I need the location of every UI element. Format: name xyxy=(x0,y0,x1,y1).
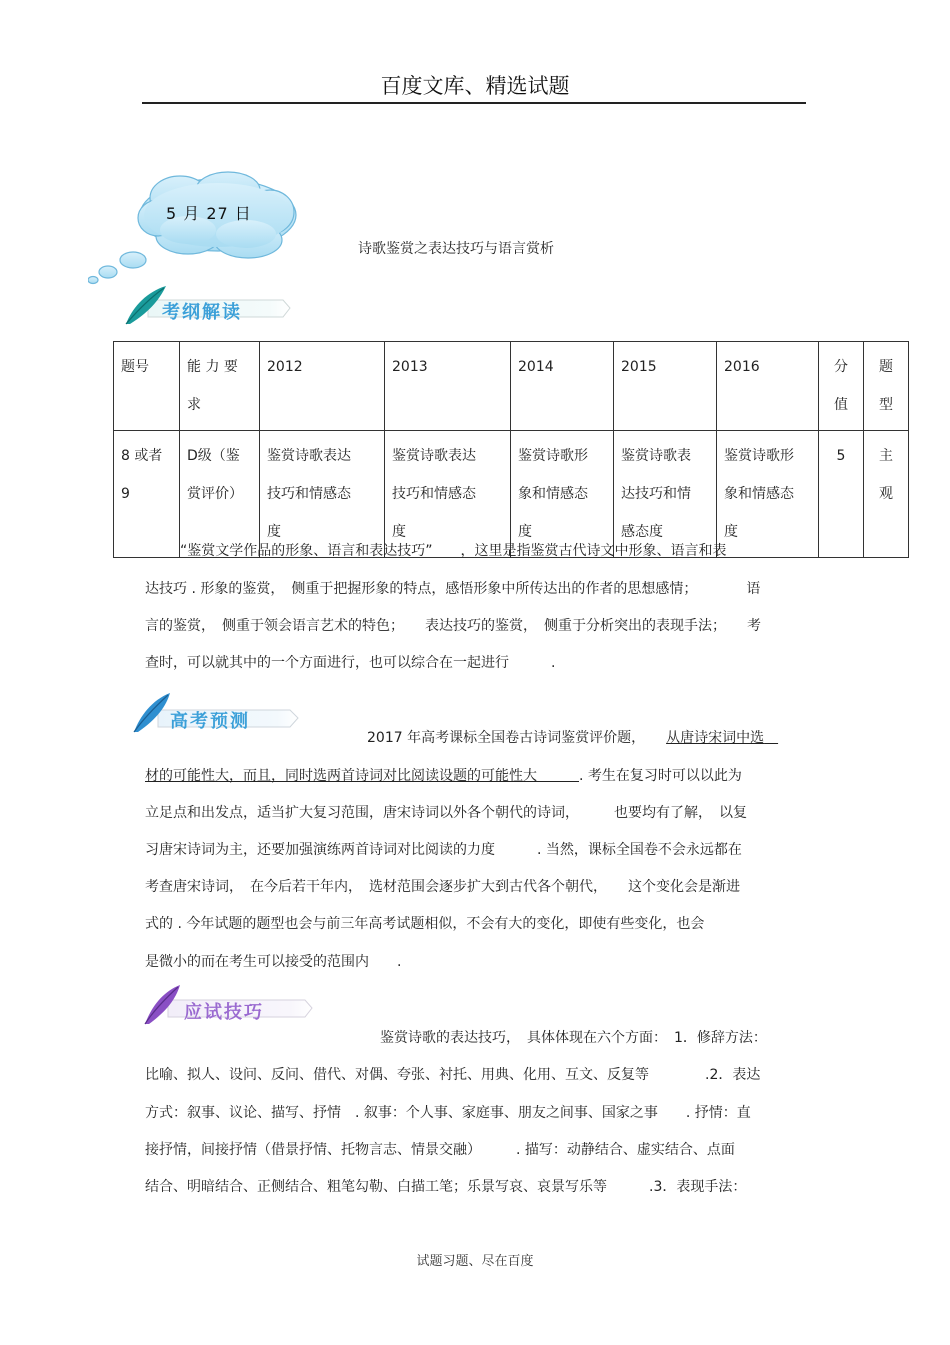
cell-line: 技巧和情感态 xyxy=(267,486,351,502)
cell-line: 鉴赏诗歌表达 xyxy=(392,448,476,464)
exam-outline-label: 考纲解读 xyxy=(162,302,242,323)
table-cell xyxy=(114,431,180,558)
cell-line: 分 xyxy=(834,359,848,375)
prediction-underlined-text: 材的可能性大，而且，同时选两首诗词对比阅读设题的可能性大 xyxy=(145,768,579,784)
prediction-paragraph-line xyxy=(367,727,778,747)
outline-paragraph-line: 言的鉴赏， 侧重于领会语言艺术的特色； 表达技巧的鉴赏， 侧重于分析突出的表现手法； 考 xyxy=(145,618,761,634)
table-row xyxy=(114,431,909,558)
cell-line: 鉴赏诗歌形 xyxy=(724,448,794,464)
cell-line: 度 xyxy=(267,524,281,540)
table-cell xyxy=(260,431,385,558)
cell-line: 题 xyxy=(879,359,893,375)
cell-line: 技巧和情感态 xyxy=(392,486,476,502)
cell-line: 8 或者 xyxy=(121,448,163,464)
header-cell xyxy=(864,342,909,431)
prediction-label: 高考预测 xyxy=(170,711,250,732)
table-cell xyxy=(614,431,717,558)
page-header-title: 百度文库、精选试题 xyxy=(380,74,570,98)
cell-line: 象和情感态 xyxy=(724,486,794,502)
prediction-text: . 考生在复习时可以以此为 xyxy=(579,768,742,784)
table-cell xyxy=(180,431,260,558)
cell-line: 主 xyxy=(879,448,893,464)
table-cell xyxy=(511,431,614,558)
cloud-icon xyxy=(88,170,303,290)
cell-line: 观 xyxy=(879,486,893,502)
skills-banner xyxy=(140,984,315,1028)
prediction-paragraph-line xyxy=(145,765,742,785)
cell-line: 达技巧和情 xyxy=(621,486,691,502)
cell-line: 鉴赏诗歌形 xyxy=(518,448,588,464)
header-cell xyxy=(511,342,614,431)
cell-line: 2013 xyxy=(392,359,428,375)
exam-outline-banner xyxy=(118,284,293,328)
cell-line: 度 xyxy=(724,524,738,540)
cell-line: 题号 xyxy=(121,359,149,375)
header-cell xyxy=(114,342,180,431)
prediction-paragraph-line: 立足点和出发点，适当扩大复习范围，唐宋诗词以外各个朝代的诗词， 也要均有了解， 以复 xyxy=(145,805,747,821)
prediction-paragraph-line: 考查唐宋诗词， 在今后若干年内， 选材范围会逐步扩大到古代各个朝代， 这个变化会是渐进 xyxy=(145,879,740,895)
cell-line: 感态度 xyxy=(621,524,663,540)
cell-line: 2016 xyxy=(724,359,760,375)
header-cell xyxy=(717,342,819,431)
skills-paragraph-line: 方式：叙事、议论、描写、抒情 . 叙事：个人事、家庭事、朋友之间事、国家之事 . 抒情：直 xyxy=(145,1105,751,1121)
cell-line: D级（鉴 xyxy=(187,448,240,464)
outline-paragraph-line: 达技巧 . 形象的鉴赏， 侧重于把握形象的特点，感悟形象中所传达出的作者的思想感情； 语 xyxy=(145,581,761,597)
cell-line: 象和情感态 xyxy=(518,486,588,502)
document-title: 诗歌鉴赏之表达技巧与语言赏析 xyxy=(358,241,554,257)
cell-line: 度 xyxy=(518,524,532,540)
header-cell xyxy=(385,342,511,431)
cell-line: 求 xyxy=(187,397,201,413)
underline-filler xyxy=(764,730,778,746)
skills-paragraph-line: 鉴赏诗歌的表达技巧， 具体体现在六个方面： 1．修辞方法： xyxy=(380,1030,767,1046)
cell-line: 2012 xyxy=(267,359,303,375)
page-footer: 试题习题、尽在百度 xyxy=(416,1254,534,1269)
skills-label: 应试技巧 xyxy=(184,1002,264,1023)
header-cell xyxy=(614,342,717,431)
exam-stats-table xyxy=(113,341,909,558)
cell-line: 2014 xyxy=(518,359,554,375)
table-cell xyxy=(385,431,511,558)
cell-line: 赏评价） xyxy=(187,486,243,502)
cell-line: 值 xyxy=(834,397,848,413)
prediction-underlined-text: 从唐诗宋词中选 xyxy=(666,730,765,746)
table-header-row xyxy=(114,342,909,431)
outline-paragraph-line: “鉴赏文学作品的形象、语言和表达技巧” ，这里是指鉴赏古代诗文中形象、语言和表 xyxy=(180,543,727,559)
header-cell xyxy=(260,342,385,431)
outline-paragraph-line: 查时，可以就其中的一个方面进行，也可以综合在一起进行 . xyxy=(145,655,556,671)
header-cell xyxy=(180,342,260,431)
prediction-paragraph-line: 式的 . 今年试题的题型也会与前三年高考试题相似，不会有大的变化，即使有些变化，也会 xyxy=(145,916,705,932)
table-cell xyxy=(864,431,909,558)
cell-line: 9 xyxy=(121,486,130,502)
table-cell xyxy=(717,431,819,558)
header-cell xyxy=(819,342,864,431)
cell-line: 鉴赏诗歌表 xyxy=(621,448,691,464)
prediction-paragraph-line: 习唐宋诗词为主，还要加强演练两首诗词对比阅读的力度 . 当然，课标全国卷不会永远都在 xyxy=(145,842,742,858)
cloud-date: 5 月 27 日 xyxy=(166,204,252,223)
table-cell xyxy=(819,431,864,558)
header-divider xyxy=(142,102,806,104)
skills-paragraph-line: 结合、明暗结合、正侧结合、粗笔勾勒、白描工笔；乐景写哀、哀景写乐等 .3．表现手法： xyxy=(145,1179,747,1195)
cell-line: 鉴赏诗歌表达 xyxy=(267,448,351,464)
cell-line: 度 xyxy=(392,524,406,540)
prediction-text: 2017 年高考课标全国卷古诗词鉴赏评价题， xyxy=(367,730,639,746)
cell-line: 2015 xyxy=(621,359,657,375)
skills-paragraph-line: 比喻、拟人、设问、反问、借代、对偶、夸张、衬托、用典、化用、互文、反复等 .2．表达 xyxy=(145,1067,761,1083)
skills-paragraph-line: 接抒情，间接抒情（借景抒情、托物言志、情景交融） . 描写：动静结合、虚实结合、点面 xyxy=(145,1142,735,1158)
prediction-banner xyxy=(128,692,300,736)
cell-line: 5 xyxy=(836,448,846,464)
prediction-paragraph-line: 是微小的而在考生可以接受的范围内 . xyxy=(145,954,402,970)
cell-line: 能 力 要 xyxy=(187,359,238,375)
cell-line: 型 xyxy=(879,397,893,413)
